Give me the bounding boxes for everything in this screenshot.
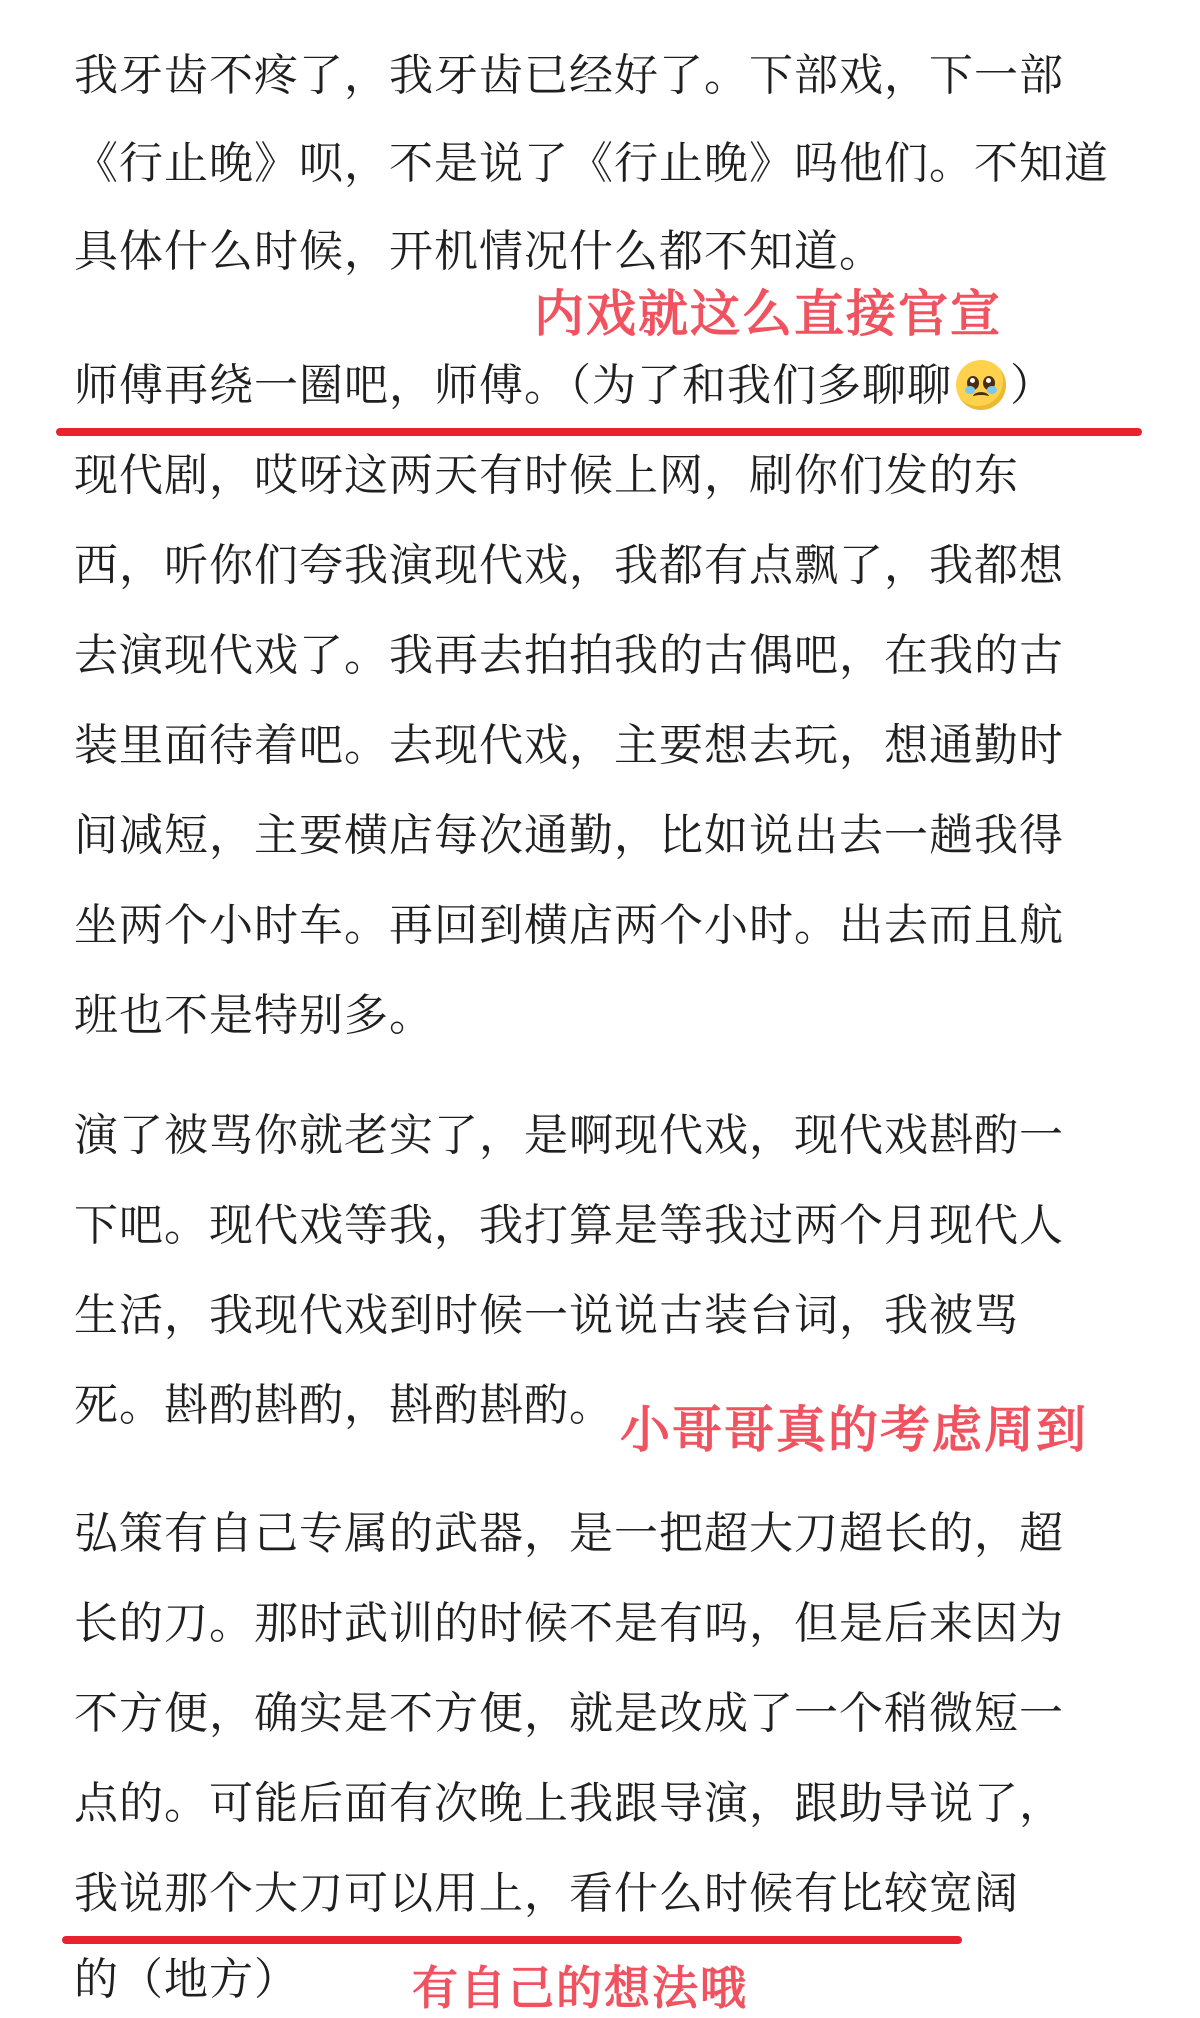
highlight-underline bbox=[56, 428, 1142, 436]
highlight-underline bbox=[62, 1936, 962, 1944]
paragraph-line: 我说那个大刀可以用上，看什么时候有比较宽阔 bbox=[74, 1868, 1019, 1919]
paragraph-line: 现代剧，哎呀这两天有时候上网，刷你们发的东 bbox=[74, 450, 1019, 501]
paragraph-line: 长的刀。那时武训的时候不是有吗，但是后来因为 bbox=[74, 1598, 1064, 1649]
paragraph-text: 师傅再绕一圈吧，师傅。（为了和我们多聊聊 bbox=[74, 360, 952, 411]
paragraph-line: 《行止晚》呗，不是说了《行止晚》吗他们。不知道 bbox=[74, 138, 1109, 189]
annotation-note: 小哥哥真的考虑周到 bbox=[620, 1401, 1088, 1459]
paragraph-text: ） bbox=[1010, 360, 1055, 411]
paragraph-line: 去演现代戏了。我再去拍拍我的古偶吧，在我的古 bbox=[74, 630, 1064, 681]
paragraph-line: 的（地方） bbox=[74, 1954, 299, 2005]
pleading-face-icon bbox=[956, 360, 1006, 410]
paragraph-line: 演了被骂你就老实了，是啊现代戏，现代戏斟酌一 bbox=[74, 1110, 1064, 1161]
annotation-note: 内戏就这么直接官宣 bbox=[534, 285, 1002, 343]
paragraph-line: 死。斟酌斟酌，斟酌斟酌。 bbox=[74, 1380, 614, 1431]
paragraph-line: 生活，我现代戏到时候一说说古装台词，我被骂 bbox=[74, 1290, 1019, 1341]
paragraph-line: 班也不是特别多。 bbox=[74, 990, 434, 1041]
paragraph-line: 坐两个小时车。再回到横店两个小时。出去而且航 bbox=[74, 900, 1064, 951]
paragraph-line: 我牙齿不疼了，我牙齿已经好了。下部戏，下一部 bbox=[74, 50, 1064, 101]
paragraph-line: 下吧。现代戏等我，我打算是等我过两个月现代人 bbox=[74, 1200, 1064, 1251]
paragraph-line: 装里面待着吧。去现代戏，主要想去玩，想通勤时 bbox=[74, 720, 1064, 771]
paragraph-line bbox=[74, 356, 1055, 416]
paragraph-line: 间减短，主要横店每次通勤，比如说出去一趟我得 bbox=[74, 810, 1064, 861]
paragraph-line: 西，听你们夸我演现代戏，我都有点飘了，我都想 bbox=[74, 540, 1064, 591]
paragraph-line: 弘策有自己专属的武器，是一把超大刀超长的，超 bbox=[74, 1508, 1064, 1559]
paragraph-line: 不方便，确实是不方便，就是改成了一个稍微短一 bbox=[74, 1688, 1064, 1739]
paragraph-line: 点的。可能后面有次晚上我跟导演，跟助导说了， bbox=[74, 1778, 1064, 1829]
annotation-note: 有自己的想法哦 bbox=[412, 1961, 748, 2015]
paragraph-line: 具体什么时候，开机情况什么都不知道。 bbox=[74, 226, 884, 277]
